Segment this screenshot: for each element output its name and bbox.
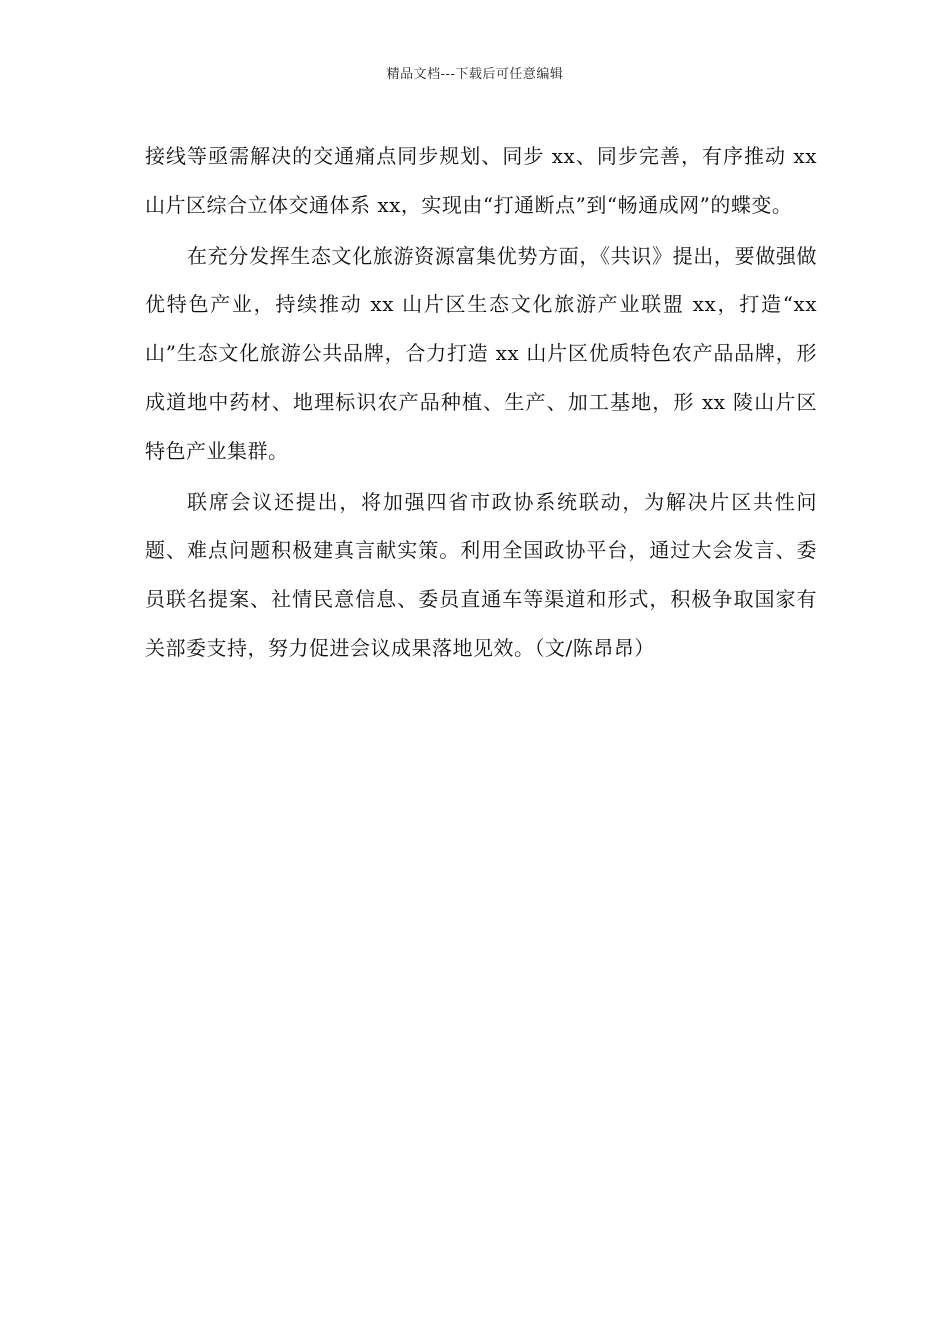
paragraph-joint-meeting: 联席会议还提出，将加强四省市政协系统联动，为解决片区共性问题、难点问题积极建真言献实策。利用全国政协平台，通过大会发言、委员联名提案、社情民意信息、委员直通车等渠道和形式，积极争取国家有关部委支持，努力促进会议成果落地见效。（文/陈昂昂） — [145, 489, 817, 660]
document-body — [145, 132, 817, 675]
paragraph-industry: 在充分发挥生态文化旅游资源富集优势方面，《共识》提出，要做强做优特色产业，持续推动 xx 山片区生态文化旅游产业联盟 xx，打造“xx 山”生态文化旅游公共品牌，合力打造 xx 山片区优质特色农产品品牌，形成道地中药材、地理标识农产品种植、生产、加工基地，形 xx 陵山片区特色产业集群。 — [145, 243, 817, 463]
paragraph-continuation: 接线等亟需解决的交通痛点同步规划、同步 xx、同步完善，有序推动 xx 山片区综合立体交通体系 xx，实现由“打通断点”到“畅通成网”的蝶变。 — [145, 144, 817, 217]
page-header: 精品文档---下载后可任意编辑 — [386, 67, 564, 82]
